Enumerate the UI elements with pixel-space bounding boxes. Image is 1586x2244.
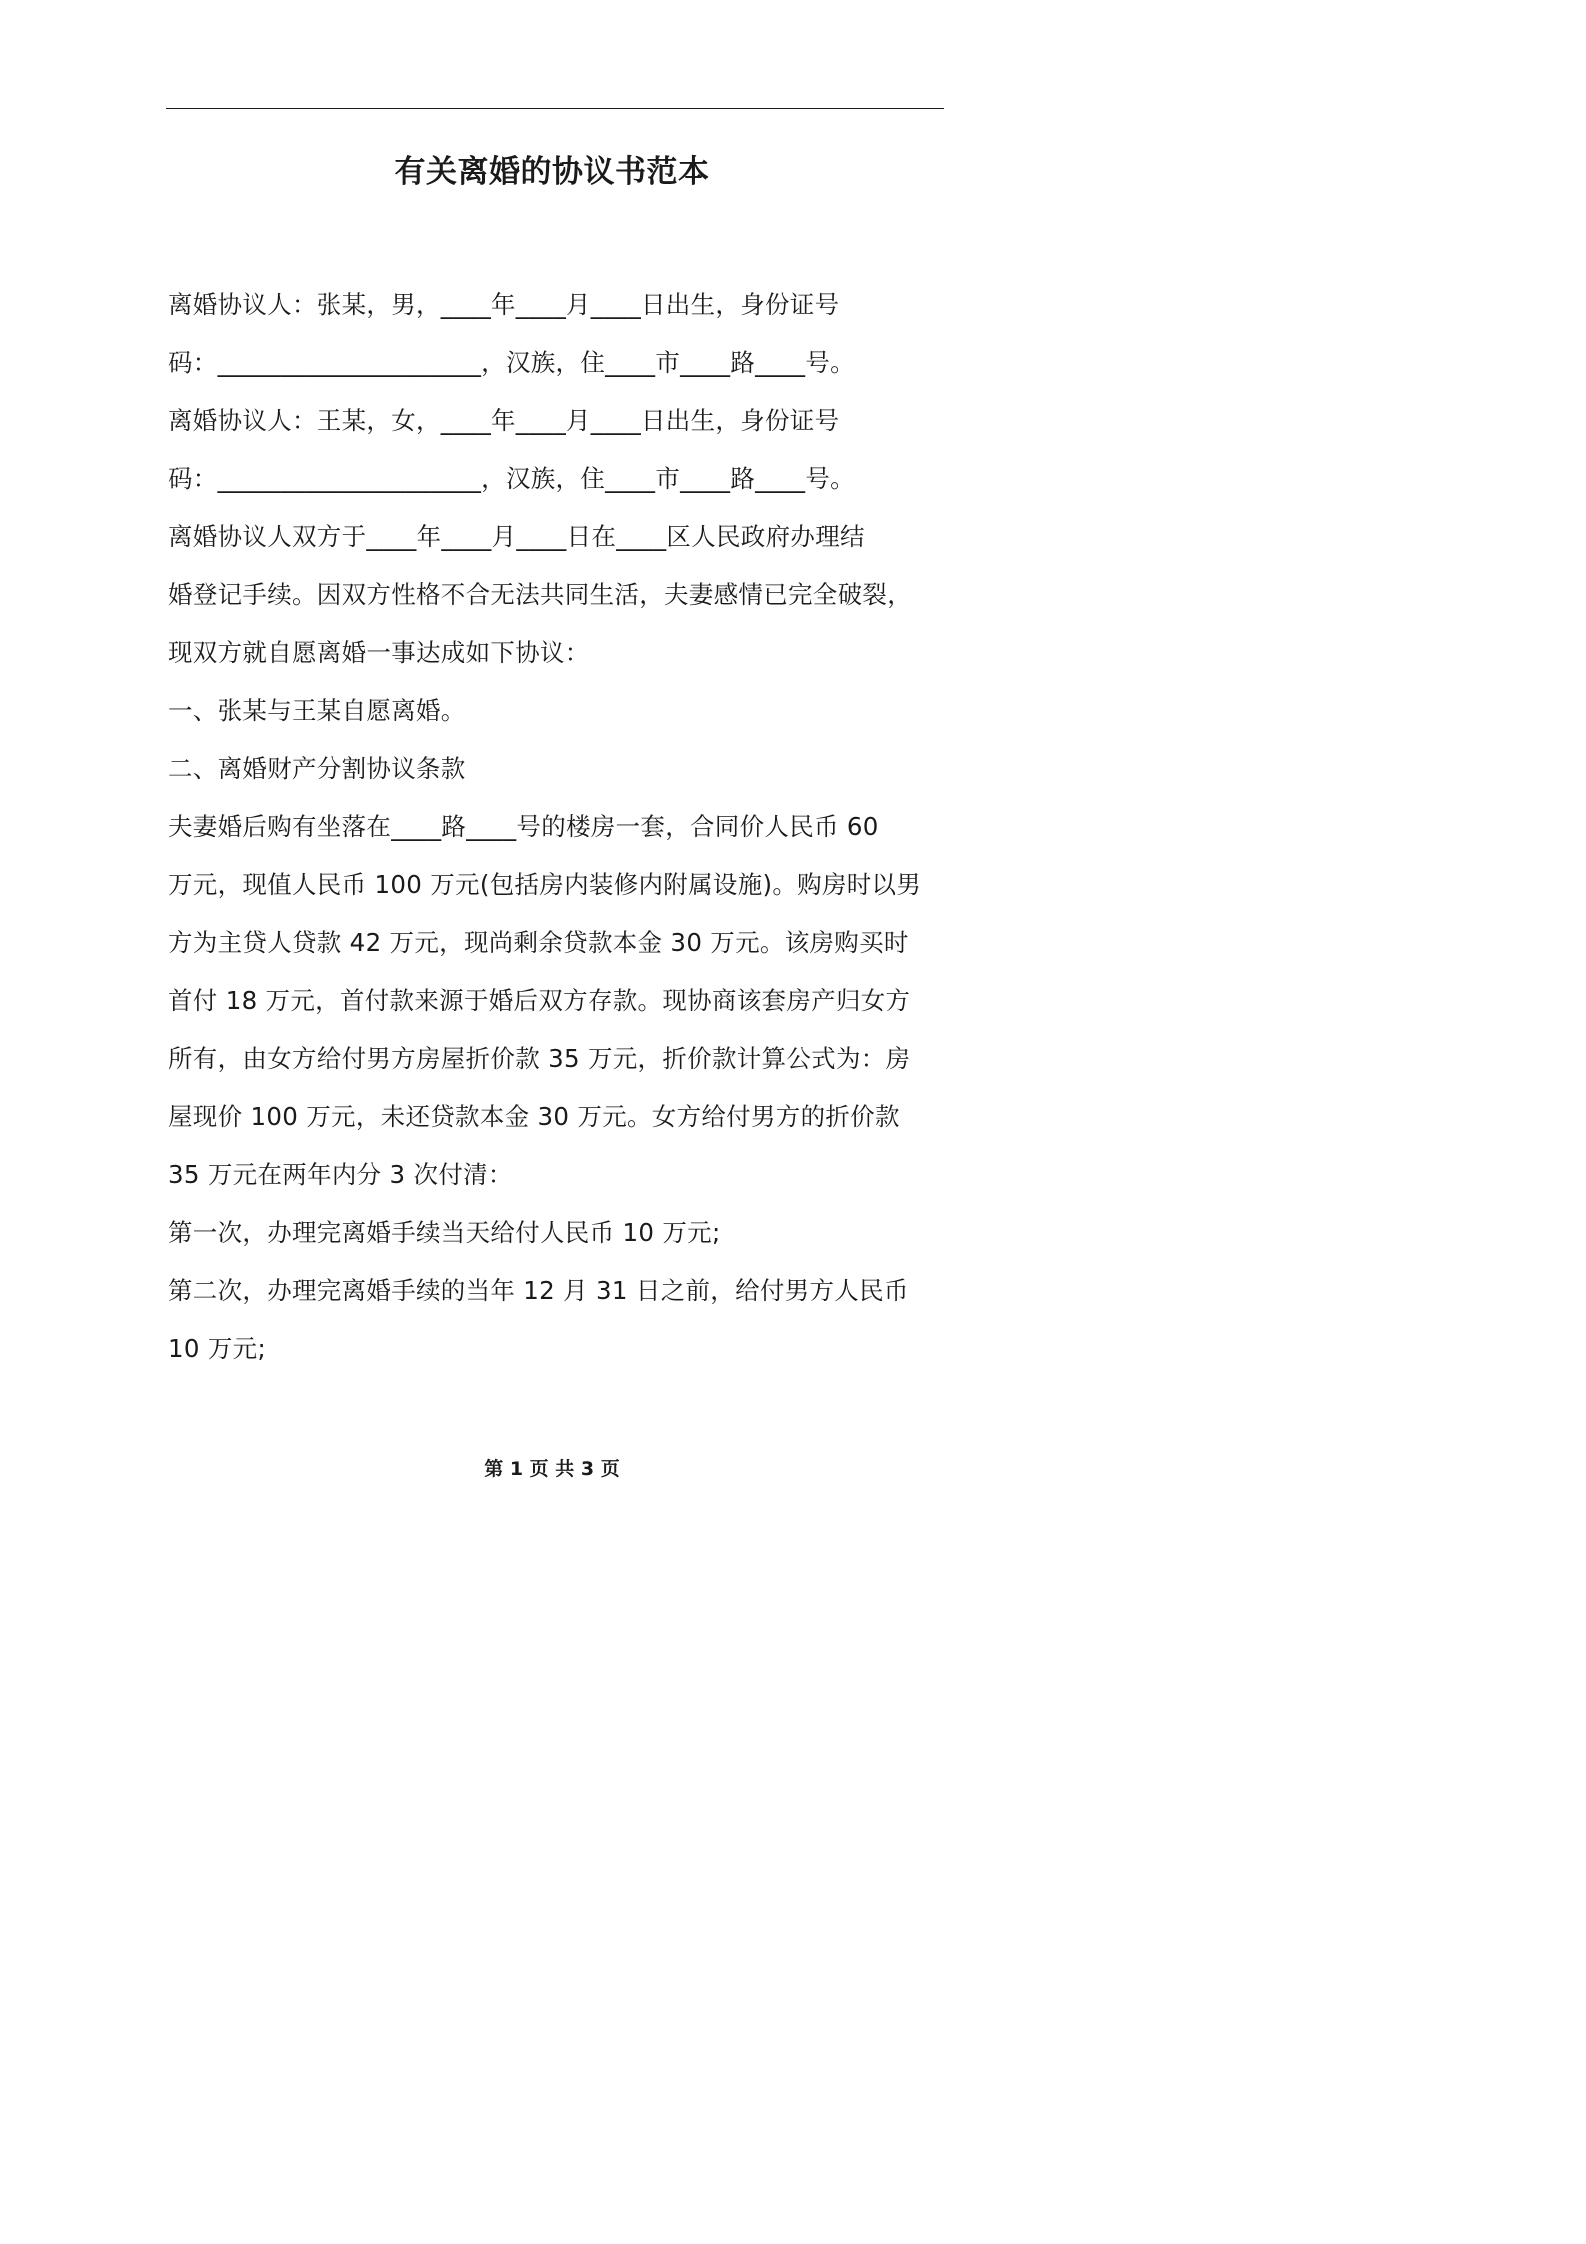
body-line: 离婚协议人：张某，男，____年____月____日出生，身份证号 bbox=[168, 290, 840, 319]
section-heading: 二、离婚财产分割协议条款 bbox=[168, 754, 466, 783]
document-body bbox=[168, 281, 946, 1383]
body-line: 10 万元; bbox=[168, 1334, 267, 1363]
body-line: 第二次，办理完离婚手续的当年 12 月 31 日之前，给付男方人民币 bbox=[168, 1276, 909, 1305]
page-footer: 第 1 页 共 3 页 bbox=[484, 1458, 620, 1480]
header-rule bbox=[166, 108, 944, 109]
body-line: 35 万元在两年内分 3 次付清： bbox=[168, 1160, 513, 1189]
body-line: 码：_____________________，汉族，住____市____路____号。 bbox=[168, 348, 855, 377]
body-line: 首付 18 万元，首付款来源于婚后双方存款。现协商该套房产归女方 bbox=[168, 986, 911, 1015]
body-line: 夫妻婚后购有坐落在____路____号的楼房一套，合同价人民币 60 bbox=[168, 812, 879, 841]
body-line: 婚登记手续。因双方性格不合无法共同生活，夫妻感情已完全破裂， bbox=[168, 580, 912, 609]
body-line: 屋现价 100 万元，未还贷款本金 30 万元。女方给付男方的折价款 bbox=[168, 1102, 900, 1131]
body-line: 离婚协议人双方于____年____月____日在____区人民政府办理结 bbox=[168, 522, 865, 551]
body-line: 万元，现值人民币 100 万元(包括房内装修内附属设施)。购房时以男 bbox=[168, 870, 922, 899]
body-line: 所有，由女方给付男方房屋折价款 35 万元，折价款计算公式为：房 bbox=[168, 1044, 911, 1073]
body-line: 离婚协议人：王某，女，____年____月____日出生，身份证号 bbox=[168, 406, 840, 435]
section-heading: 一、张某与王某自愿离婚。 bbox=[168, 696, 466, 725]
body-line: 方为主贷人贷款 42 万元，现尚剩余贷款本金 30 万元。该房购买时 bbox=[168, 928, 909, 957]
body-line: 现双方就自愿离婚一事达成如下协议： bbox=[168, 638, 590, 667]
body-line: 第一次，办理完离婚手续当天给付人民币 10 万元; bbox=[168, 1218, 721, 1247]
body-line: 码：_____________________，汉族，住____市____路____号。 bbox=[168, 464, 855, 493]
document-title: 有关离婚的协议书范本 bbox=[394, 154, 710, 190]
